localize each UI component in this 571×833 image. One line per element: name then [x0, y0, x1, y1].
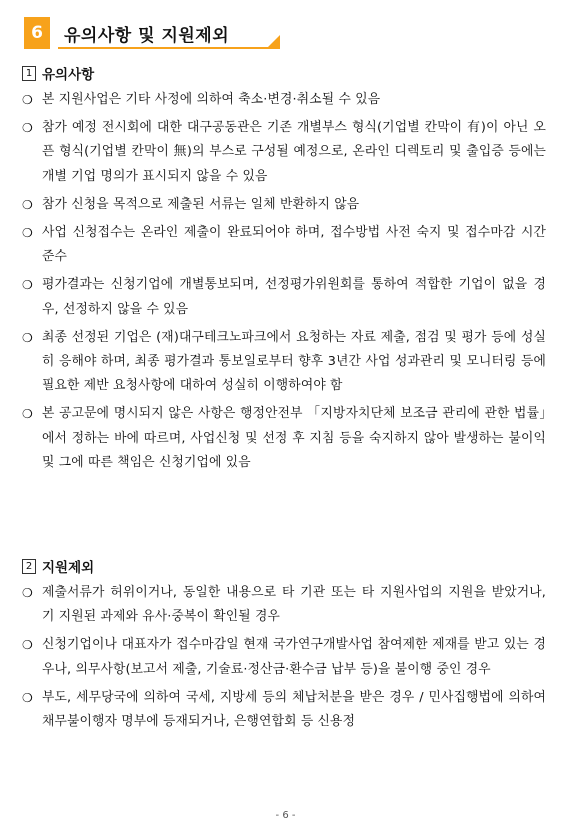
hollow-circle-bullet-icon: ❍ — [22, 638, 33, 653]
subsection-title: 지원제외 — [42, 560, 95, 576]
hollow-circle-bullet-icon: ❍ — [22, 330, 33, 345]
list-item: ❍ 부도, 세무당국에 의하여 국세, 지방세 등의 체납처분을 받은 경우 / 민사집행법에 의하여 채무불이행자 명부에 등재되거나, 은행연합회 등 신용정 — [22, 686, 546, 734]
list-item: ❍ 참가 예정 전시회에 대한 대구공동관은 기존 개별부스 형식(기업별 칸막이 有)이 아닌 오픈 형식(기업별 칸막이 無)의 부스로 구성될 예정으로, 온라인 디렉토리 및 출입증 등에는 개별 기업 명의가 표시되지 않을 수 있음 — [22, 116, 546, 189]
title-underline-tail — [266, 35, 280, 49]
hollow-circle-bullet-icon: ❍ — [22, 586, 33, 600]
hollow-circle-bullet-icon: ❍ — [22, 690, 33, 705]
section-title-box — [58, 17, 276, 47]
hollow-circle-bullet-icon: ❍ — [22, 278, 33, 293]
section-title: 유의사항 및 지원제외 — [64, 26, 230, 46]
list-item: ❍ 본 지원사업은 기타 사정에 의하여 축소·변경·취소될 수 있음 — [22, 88, 546, 112]
list-item: ❍ 평가결과는 신청기업에 개별통보되며, 선정평가위원회를 통하여 적합한 기업이 없을 경우, 선정하지 않을 수 있음 — [22, 273, 546, 321]
subsection-number-box: 1 — [22, 66, 36, 81]
hollow-circle-bullet-icon: ❍ — [22, 407, 33, 422]
section-header — [24, 17, 276, 49]
subsection-title: 유의사항 — [42, 67, 95, 83]
hollow-circle-bullet-icon: ❍ — [22, 121, 33, 136]
subsection-heading-2 — [22, 556, 94, 576]
subsection-number-box: 2 — [22, 559, 36, 574]
notice-list — [22, 88, 546, 475]
subsection-heading-1 — [22, 63, 94, 83]
list-item: ❍ 본 공고문에 명시되지 않은 사항은 행정안전부 「지방자치단체 보조금 관리에 관한 법률」에서 정하는 바에 따르며, 사업신청 및 선정 후 지침 등을 숙지하지 않아 발생하는 불이익 및 그에 따른 책임은 신청기업에 있음 — [22, 402, 546, 475]
page-number: - 6 - — [275, 810, 296, 821]
list-item: ❍ 최종 선정된 기업은 (재)대구테크노파크에서 요청하는 자료 제출, 점검 및 평가 등에 성실히 응해야 하며, 최종 평가결과 통보일로부터 향후 3년간 사업 성과관리 및 모니터링 등에 필요한 제반 요청사항에 대하여 성실히 이행하여야 함 — [22, 326, 546, 399]
section-number-badge: 6 — [24, 17, 50, 49]
hollow-circle-bullet-icon: ❍ — [22, 226, 33, 241]
hollow-circle-bullet-icon: ❍ — [22, 197, 33, 212]
list-item: ❍ 신청기업이나 대표자가 접수마감일 현재 국가연구개발사업 참여제한 제재를 받고 있는 경우나, 의무사항(보고서 제출, 기술료·정산금·환수금 납부 등)을 불이행 중인 경우 — [22, 633, 546, 681]
hollow-circle-bullet-icon: ❍ — [22, 93, 33, 107]
list-item: ❍ 참가 신청을 목적으로 제출된 서류는 일체 반환하지 않음 — [22, 193, 546, 217]
list-item: ❍ 사업 신청접수는 온라인 제출이 완료되어야 하며, 접수방법 사전 숙지 및 접수마감 시간 준수 — [22, 221, 546, 269]
title-underline — [58, 47, 274, 49]
exclusion-list — [22, 581, 546, 734]
list-item: ❍ 제출서류가 허위이거나, 동일한 내용으로 타 기관 또는 타 지원사업의 지원을 받았거나, 기 지원된 과제와 유사·중복이 확인될 경우 — [22, 581, 546, 629]
